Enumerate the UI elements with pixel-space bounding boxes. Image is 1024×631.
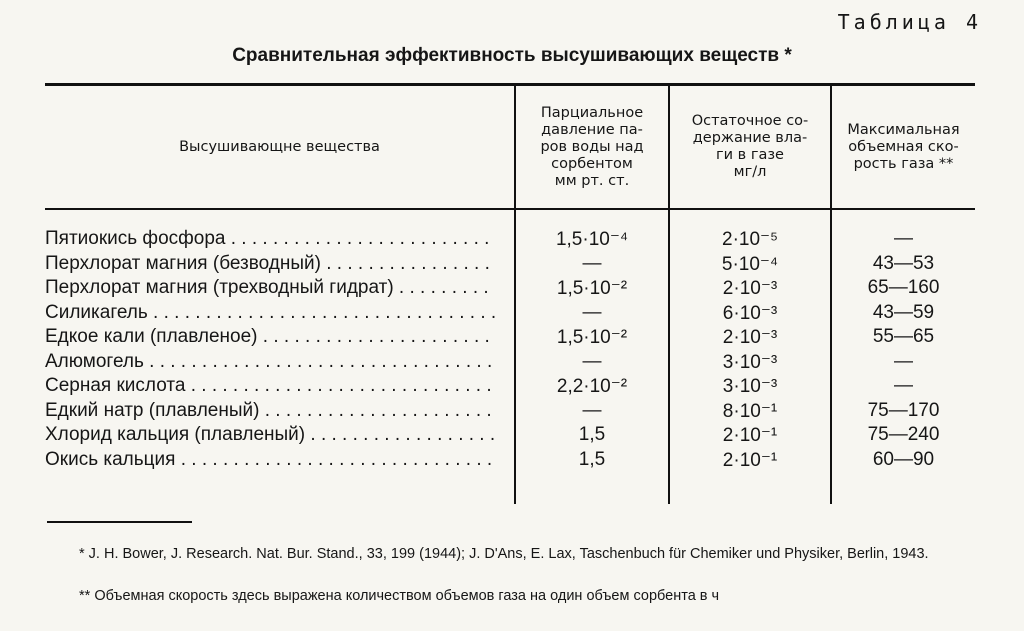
footnote-1: * J. H. Bower, J. Research. Nat. Bur. Stand., 33, 199 (1944); J. D'Ans, E. Lax, Taschenbuch für Chemiker und Physiker, Berlin, 1943. <box>79 546 929 562</box>
residual-cell: 2·10⁻³ <box>722 278 778 299</box>
pressure-cell: 1,5 <box>578 448 606 470</box>
pressure-cell: 1,5 <box>578 424 606 445</box>
header-pressure: Парциальное давление па- ров воды над сорбентом мм рт. ст. <box>540 104 644 189</box>
table-row <box>0 326 1024 351</box>
header-residual: Остаточное со- держание вла- ги в газе мг/л <box>691 113 809 180</box>
substance-cell: Алюмогель . . . <box>45 351 495 373</box>
max-rate-cell: 43—53 <box>872 252 935 274</box>
residual-cell: 2·10⁻¹ <box>722 425 778 446</box>
max-rate-cell: 55—65 <box>872 326 935 347</box>
table-row <box>0 351 1024 376</box>
pressure-cell: 1,5·10⁻⁴ <box>555 229 629 250</box>
max-rate-cell: 60—90 <box>872 448 935 470</box>
max-rate-cell: — <box>894 375 913 396</box>
header-max-rate: Максимальная объемная ско- рость газа ** <box>847 121 960 172</box>
pressure-cell: — <box>582 350 602 372</box>
table-number: Таблица 4 <box>837 10 982 34</box>
pressure-cell: 1,5·10⁻² <box>556 278 628 299</box>
max-rate-cell: — <box>894 228 913 249</box>
header-substance: Высушивающне вещества <box>179 138 380 155</box>
table-row <box>0 400 1024 425</box>
residual-cell: 2·10⁻⁵ <box>722 229 778 250</box>
substance-cell: Силикагель . . . <box>45 302 495 324</box>
max-rate-cell: 65—160 <box>867 277 940 298</box>
table-row <box>0 277 1024 302</box>
residual-cell: 6·10⁻³ <box>722 302 778 324</box>
residual-cell: 2·10⁻¹ <box>722 449 778 471</box>
table-row <box>0 449 1024 474</box>
substance-cell: Хлорид кальция (плавленый) . . . <box>45 424 495 446</box>
pressure-cell: 1,5·10⁻² <box>556 327 628 348</box>
pressure-cell: — <box>582 399 602 421</box>
footnote-2: ** Объемная скорость здесь выражена количеством объемов газа на один объем сорбента в ч <box>79 588 720 604</box>
substance-cell: Окись кальция . . . <box>45 449 495 471</box>
substance-cell: Серная кислота . . . <box>45 375 495 397</box>
residual-cell: 3·10⁻³ <box>722 351 778 373</box>
substance-cell: Пятиокись фосфора . . . <box>45 228 495 250</box>
table-row <box>0 424 1024 449</box>
footnote-rule <box>47 521 192 523</box>
max-rate-cell: 75—240 <box>867 424 940 445</box>
residual-cell: 8·10⁻¹ <box>722 400 778 422</box>
substance-cell: Перхлорат магния (безводный) . . . <box>45 253 495 275</box>
table-row <box>0 228 1024 253</box>
substance-cell: Едкий натр (плавленый) . . . <box>45 400 495 422</box>
max-rate-cell: 43—59 <box>872 301 935 323</box>
max-rate-cell: — <box>894 350 913 372</box>
table-row <box>0 253 1024 278</box>
pressure-cell: — <box>582 301 602 323</box>
table-row <box>0 302 1024 327</box>
table-row <box>0 375 1024 400</box>
table-body <box>0 228 1024 473</box>
residual-cell: 2·10⁻³ <box>722 327 778 348</box>
pressure-cell: 2,2·10⁻² <box>556 376 628 397</box>
substance-cell: Перхлорат магния (трехводный гидрат) . . . <box>45 277 495 299</box>
substance-cell: Едкое кали (плавленое) . . . <box>45 326 495 348</box>
residual-cell: 3·10⁻³ <box>722 376 778 397</box>
max-rate-cell: 75—170 <box>867 399 940 421</box>
table-title: Сравнительная эффективность высушивающих веществ * <box>232 45 792 66</box>
pressure-cell: — <box>582 252 602 274</box>
residual-cell: 5·10⁻⁴ <box>721 253 779 275</box>
header-rule <box>45 208 975 210</box>
